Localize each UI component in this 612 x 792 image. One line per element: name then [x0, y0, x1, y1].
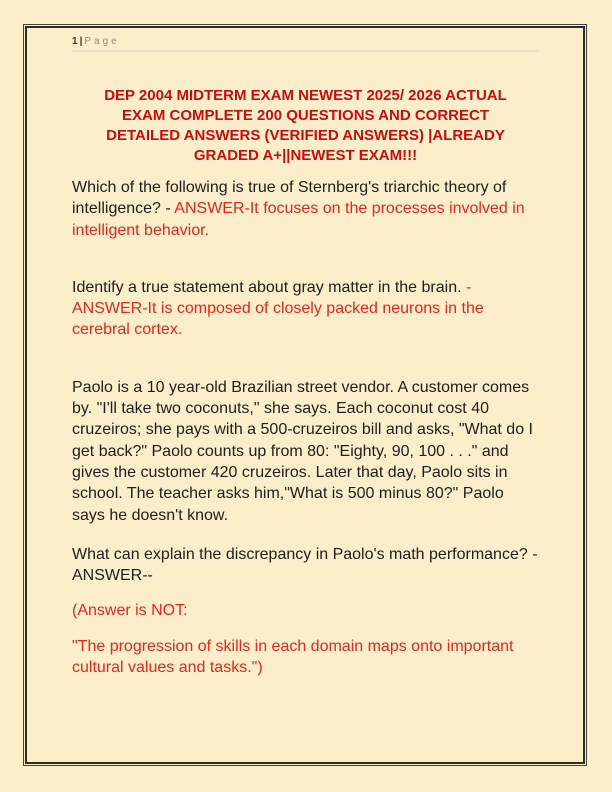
question-3-prompt-paragraph — [72, 544, 539, 587]
page-content — [27, 28, 583, 678]
page-header — [72, 28, 539, 52]
question-2-answer-text: - ANSWER-It is composed of closely packed neurons in the cerebral cortex. — [72, 278, 484, 339]
page-number: 1 — [72, 36, 78, 47]
question-3-prompt-text: What can explain the discrepancy in Paolo's math performance? - ANSWER-- — [72, 545, 538, 585]
question-3-scenario-paragraph — [72, 377, 539, 526]
header-page-label: Page — [84, 36, 120, 47]
question-1-paragraph — [72, 177, 539, 241]
question-1-text: Which of the following is true of Sternberg's triarchic theory of intelligence? - — [72, 179, 507, 218]
header-separator: | — [79, 36, 83, 47]
question-3-answer-quote-paragraph — [72, 636, 539, 679]
question-2-paragraph — [72, 277, 539, 341]
blank-line-spacer — [72, 355, 539, 377]
page-border-inner — [25, 26, 585, 764]
question-2-text: Identify a true statement about gray matter in the brain. — [72, 278, 466, 296]
page-border — [23, 24, 587, 766]
blank-line-spacer — [72, 255, 539, 277]
document-title: DEP 2004 MIDTERM EXAM NEWEST 2025/ 2026 ACTUAL EXAM COMPLETE 200 QUESTIONS AND CORRECT DETAILED ANSWERS (VERIFIED ANSWERS) |ALREADY GRADED A+||NEWEST EXAM!!! — [104, 87, 507, 164]
question-3-answer-note-paragraph — [72, 600, 539, 621]
question-3-scenario-text: Paolo is a 10 year-old Brazilian street vendor. A customer comes by. "I'll take two coconuts," she says. Each coconut cost 40 cruzeiros; she pays with a 500-cruzeiros bill and asks, "What do I get back?" Paolo counts up from 80: "Eighty, 90, 100 . . ." and gives the customer 420 cruzeiros. Later that day, Paolo sits in school. The teacher asks him,"What is 500 minus 80?" Paolo says he doesn't know. — [72, 378, 533, 524]
question-3-answer-note-text: (Answer is NOT: — [72, 602, 188, 620]
question-1-answer-text: ANSWER-It focuses on the processes involved in intelligent behavior. — [72, 200, 525, 239]
question-3-answer-quote-text: "The progression of skills in each domain maps onto important cultural values and tasks.") — [72, 637, 514, 677]
